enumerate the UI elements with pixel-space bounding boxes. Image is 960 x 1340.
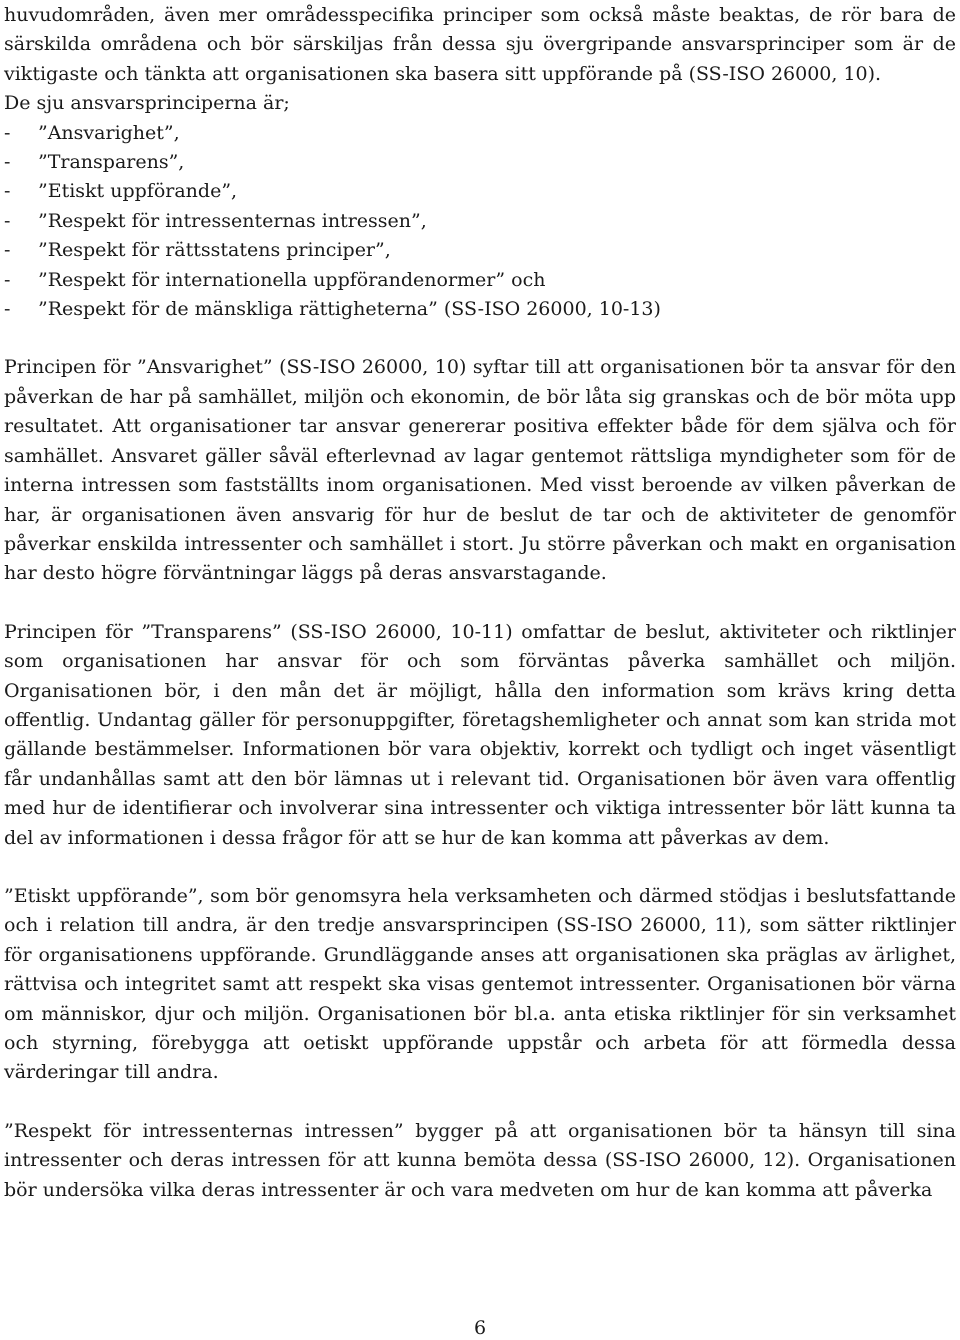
list-item-text: ”Respekt för de mänskliga rättigheterna” (SS-ISO 26000, 10-13) xyxy=(38,298,661,321)
spacer xyxy=(4,324,956,353)
list-item xyxy=(4,266,956,295)
list-item-text: ”Respekt för rättsstatens principer”, xyxy=(38,239,391,262)
principles-list xyxy=(4,119,956,325)
list-dash: - xyxy=(4,239,11,262)
list-dash: - xyxy=(4,298,11,321)
list-dash: - xyxy=(4,180,11,203)
list-item-text: ”Respekt för internationella uppförandenormer” och xyxy=(38,268,546,291)
transparens-paragraph: Principen för ”Transparens” (SS-ISO 26000, 10-11) omfattar de beslut, aktiviteter och riktlinjer som organisationen har ansvar för och som förväntas påverka samhället och miljön. Organisationen bör, i den mån det är möjligt, hålla den information som krävs kring detta offentlig. Undantag gäller för personuppgifter, företagshemligheter och annat som kan strida mot gällande bestämmelser. Informationen bör vara objektiv, korrekt och tydligt och inget väsentligt får undanhållas samt att den bör lämnas ut i relevant tid. Organisationen bör även vara offentlig med hur de identifierar och involverar sina intressenter och viktiga intressenter bör lätt kunna ta del av informationen i dessa frågor för att se hur de kan komma att påverkas av dem. xyxy=(4,620,956,849)
list-dash: - xyxy=(4,268,11,291)
respekt-paragraph: ”Respekt för intressenternas intressen” bygger på att organisationen bör ta hänsyn till sina intressenter och deras intressen för att kunna bemöta dessa (SS-ISO 26000, 12). Organisationen bör undersöka vilka deras intressenter är och vara medveten om hur de kan komma att påverka xyxy=(4,1119,956,1201)
list-item xyxy=(4,177,956,206)
spacer xyxy=(4,853,956,882)
list-item-text: ”Respekt för intressenternas intressen”, xyxy=(38,209,427,232)
principles-heading: De sju ansvarsprinciperna är; xyxy=(4,92,290,115)
list-item-text: ”Etiskt uppförande”, xyxy=(38,180,238,203)
list-item xyxy=(4,236,956,265)
document-page xyxy=(4,0,956,1205)
list-dash: - xyxy=(4,151,11,174)
list-item xyxy=(4,207,956,236)
intro-paragraph: huvudområden, även mer områdesspecifika principer som också måste beaktas, de rör bara de särskilda områdena och bör särskiljas från dessa sju övergripande ansvarsprinciper som är de viktigaste och tänkta att organisationen ska basera sitt uppförande på (SS-ISO 26000, 10). xyxy=(4,4,956,85)
ansvarighet-paragraph: Principen för ”Ansvarighet” (SS-ISO 26000, 10) syftar till att organisationen bör ta ansvar för den påverkan de har på samhället, miljön och ekonomin, de bör låta sig granskas och de bör möta upp resultatet. Att organisationer tar ansvar genererar positiva effekter både för dem själva och för samhället. Ansvaret gäller såväl efterlevnad av lagar gentemot rättsliga myndigheter som för de interna intressen som fastställts inom organisationen. Med visst beroende av vilken påverkan de har, är organisationen även ansvarig för hur de beslut de tar och de aktiviteter de genomför påverkar enskilda intressenter och samhället i stort. Ju större påverkan och makt en organisation har desto högre förväntningar läggs på deras ansvarstagande. xyxy=(4,356,956,585)
spacer xyxy=(4,589,956,618)
page-number: 6 xyxy=(473,1317,487,1339)
spacer xyxy=(4,1088,956,1117)
list-dash: - xyxy=(4,209,11,232)
list-dash: - xyxy=(4,121,11,144)
list-item-text: ”Transparens”, xyxy=(38,151,185,174)
list-item xyxy=(4,148,956,177)
list-item xyxy=(4,119,956,148)
list-item-text: ”Ansvarighet”, xyxy=(38,121,180,144)
list-item xyxy=(4,295,956,324)
etiskt-paragraph: ”Etiskt uppförande”, som bör genomsyra hela verksamheten och därmed stödjas i beslutsfattande och i relation till andra, är den tredje ansvarsprincipen (SS-ISO 26000, 11), som sätter riktlinjer för organisationens uppförande. Grundläggande anses att organisationen ska präglas av ärlighet, rättvisa och integritet samt att respekt ska visas gentemot intressenter. Organisationen bör värna om människor, djur och miljön. Organisationen bör bl.a. anta etiska riktlinjer för sin verksamhet och styrning, förebygga att oetiskt uppförande uppstår och arbeta för att förmedla dessa värderingar till andra. xyxy=(4,884,956,1084)
